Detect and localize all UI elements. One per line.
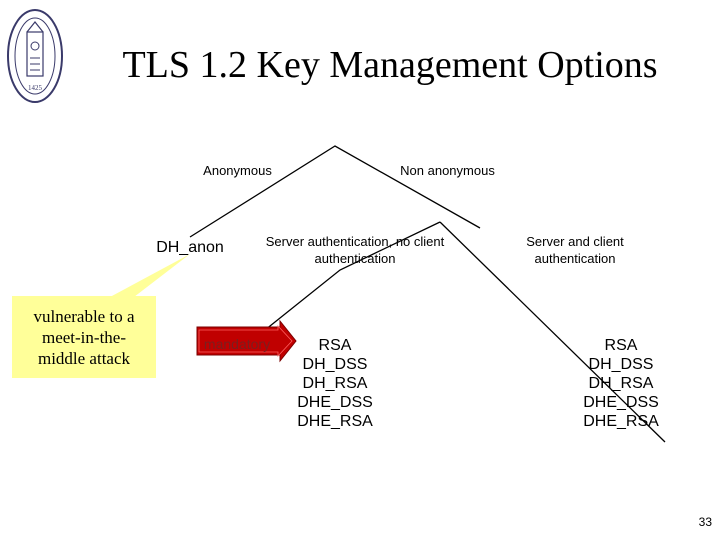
cipher-item: DHE_RSA	[583, 413, 659, 430]
callout-line: vulnerable to a	[33, 306, 135, 326]
leaf-server-client-auth: Server and client authentication	[526, 234, 624, 266]
branch-non-anonymous: Non anonymous	[400, 163, 495, 178]
callout-line: middle attack	[37, 348, 131, 368]
cipher-item: DHE_RSA	[297, 413, 373, 430]
cipher-item: DH_RSA	[588, 375, 654, 392]
leaf-dh-anon: DH_anon	[156, 239, 224, 256]
vulnerability-callout	[12, 296, 156, 378]
cipher-item: RSA	[318, 337, 352, 354]
slide-title: TLS 1.2 Key Management Options	[122, 44, 658, 86]
callout-line: meet-in-the-	[41, 327, 126, 347]
cipher-item: DH_RSA	[302, 375, 368, 392]
cipher-item: DHE_DSS	[297, 394, 373, 411]
callout-tail	[110, 254, 190, 297]
page-number: 33	[698, 515, 712, 529]
seal-year: 1425	[28, 84, 42, 92]
mandatory-label: mandatory	[203, 336, 271, 352]
cipher-list-mutual-auth	[556, 336, 686, 431]
cipher-item: RSA	[604, 337, 638, 354]
branch-anonymous: Anonymous	[203, 163, 272, 178]
cipher-item: DH_DSS	[588, 356, 654, 373]
cipher-item: DHE_DSS	[583, 394, 659, 411]
cipher-item: DH_DSS	[302, 356, 368, 373]
cipher-list-server-auth	[270, 336, 400, 431]
leaf-server-auth: Server authentication, no client authentication	[265, 234, 445, 266]
